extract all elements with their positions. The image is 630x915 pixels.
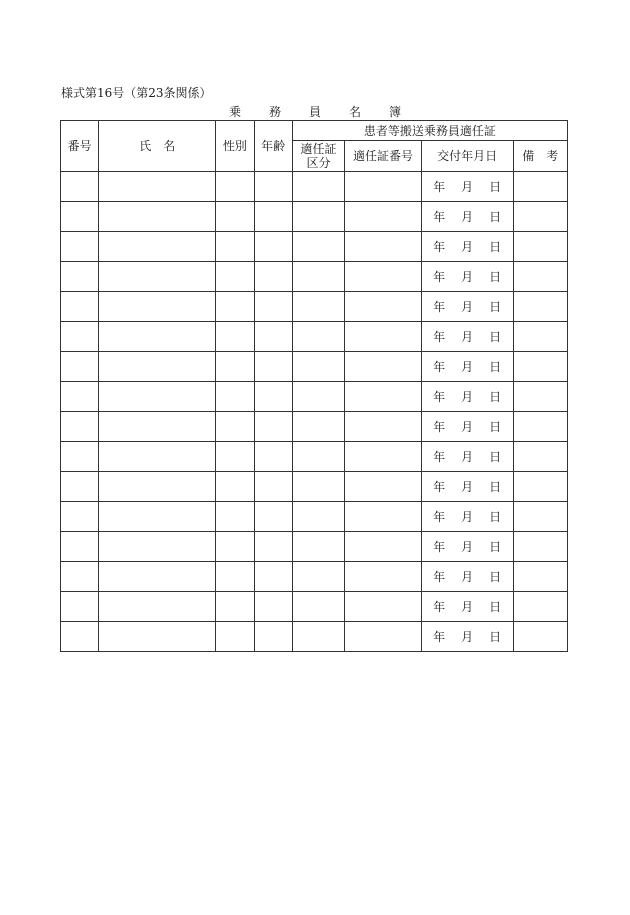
- name-cell[interactable]: [99, 172, 216, 202]
- remarks-cell[interactable]: [513, 472, 567, 502]
- date-year-label: 年: [433, 569, 446, 584]
- date-year-label: 年: [433, 539, 446, 554]
- age-cell[interactable]: [254, 412, 292, 442]
- remarks-cell[interactable]: [513, 382, 567, 412]
- form-number-label: 様式第16号（第23条関係）: [61, 86, 212, 100]
- issue-date-cell[interactable]: [421, 322, 513, 352]
- age-cell[interactable]: [254, 562, 292, 592]
- date-month-label: 月: [461, 569, 474, 584]
- name-cell[interactable]: [99, 262, 216, 292]
- table-row: [61, 442, 568, 472]
- date-day-label: 日: [489, 569, 502, 584]
- number-cell[interactable]: [61, 562, 99, 592]
- date-day-label: 日: [489, 209, 502, 224]
- cert-category-cell[interactable]: [292, 232, 344, 262]
- sex-cell[interactable]: [216, 172, 254, 202]
- name-cell[interactable]: [99, 532, 216, 562]
- crew-roster-table: [60, 120, 568, 652]
- date-day-label: 日: [489, 479, 502, 494]
- issue-date-cell[interactable]: [421, 532, 513, 562]
- cert-category-cell[interactable]: [292, 562, 344, 592]
- cert-category-cell[interactable]: [292, 322, 344, 352]
- name-cell[interactable]: [99, 352, 216, 382]
- remarks-cell[interactable]: [513, 202, 567, 232]
- table-row: [61, 382, 568, 412]
- issue-date-cell[interactable]: [421, 592, 513, 622]
- header-remarks: 備 考: [513, 141, 567, 172]
- cert-category-cell[interactable]: [292, 502, 344, 532]
- cert-category-cell[interactable]: [292, 412, 344, 442]
- cert-category-cell[interactable]: [292, 442, 344, 472]
- table-row: [61, 472, 568, 502]
- age-cell[interactable]: [254, 292, 292, 322]
- cert-number-cell[interactable]: [345, 562, 422, 592]
- name-cell[interactable]: [99, 382, 216, 412]
- date-month-label: 月: [461, 449, 474, 464]
- date-year-label: 年: [433, 239, 446, 254]
- remarks-cell[interactable]: [513, 562, 567, 592]
- number-cell[interactable]: [61, 202, 99, 232]
- date-day-label: 日: [489, 419, 502, 434]
- issue-date-cell[interactable]: [421, 442, 513, 472]
- table-row: [61, 202, 568, 232]
- date-year-label: 年: [433, 299, 446, 314]
- age-cell[interactable]: [254, 352, 292, 382]
- issue-date-cell[interactable]: [421, 622, 513, 652]
- date-month-label: 月: [461, 509, 474, 524]
- age-cell[interactable]: [254, 202, 292, 232]
- date-year-label: 年: [433, 419, 446, 434]
- roster-body: [61, 172, 568, 652]
- sex-cell[interactable]: [216, 502, 254, 532]
- date-day-label: 日: [489, 239, 502, 254]
- cert-category-cell[interactable]: [292, 292, 344, 322]
- date-year-label: 年: [433, 599, 446, 614]
- table-row: [61, 322, 568, 352]
- sex-cell[interactable]: [216, 622, 254, 652]
- issue-date-cell[interactable]: [421, 352, 513, 382]
- date-day-label: 日: [489, 179, 502, 194]
- sex-cell[interactable]: [216, 352, 254, 382]
- remarks-cell[interactable]: [513, 592, 567, 622]
- table-row: [61, 412, 568, 442]
- table-row: [61, 502, 568, 532]
- cert-number-cell[interactable]: [345, 412, 422, 442]
- sex-cell[interactable]: [216, 442, 254, 472]
- remarks-cell[interactable]: [513, 352, 567, 382]
- age-cell[interactable]: [254, 232, 292, 262]
- date-year-label: 年: [433, 389, 446, 404]
- number-cell[interactable]: [61, 472, 99, 502]
- cert-number-cell[interactable]: [345, 592, 422, 622]
- age-cell[interactable]: [254, 622, 292, 652]
- date-day-label: 日: [489, 509, 502, 524]
- table-row: [61, 622, 568, 652]
- date-month-label: 月: [461, 209, 474, 224]
- number-cell[interactable]: [61, 622, 99, 652]
- table-row: [61, 172, 568, 202]
- cert-number-cell[interactable]: [345, 322, 422, 352]
- number-cell[interactable]: [61, 382, 99, 412]
- issue-date-cell[interactable]: [421, 472, 513, 502]
- age-cell[interactable]: [254, 262, 292, 292]
- number-cell[interactable]: [61, 322, 99, 352]
- cert-number-cell[interactable]: [345, 442, 422, 472]
- name-cell[interactable]: [99, 412, 216, 442]
- age-cell[interactable]: [254, 532, 292, 562]
- sex-cell[interactable]: [216, 382, 254, 412]
- issue-date-cell[interactable]: [421, 382, 513, 412]
- date-day-label: 日: [489, 539, 502, 554]
- header-age: 年齢: [254, 121, 292, 172]
- date-year-label: 年: [433, 269, 446, 284]
- date-month-label: 月: [461, 329, 474, 344]
- sex-cell[interactable]: [216, 562, 254, 592]
- cert-category-cell[interactable]: [292, 172, 344, 202]
- date-month-label: 月: [461, 269, 474, 284]
- date-month-label: 月: [461, 239, 474, 254]
- date-month-label: 月: [461, 359, 474, 374]
- cert-number-cell[interactable]: [345, 472, 422, 502]
- date-day-label: 日: [489, 299, 502, 314]
- date-month-label: 月: [461, 629, 474, 644]
- cert-number-cell[interactable]: [345, 262, 422, 292]
- header-number: 番号: [61, 121, 99, 172]
- cert-category-cell[interactable]: [292, 532, 344, 562]
- table-row: [61, 352, 568, 382]
- table-row: [61, 532, 568, 562]
- sex-cell[interactable]: [216, 532, 254, 562]
- date-month-label: 月: [461, 179, 474, 194]
- remarks-cell[interactable]: [513, 622, 567, 652]
- cert-category-cell[interactable]: [292, 592, 344, 622]
- remarks-cell[interactable]: [513, 442, 567, 472]
- remarks-cell[interactable]: [513, 412, 567, 442]
- table-row: [61, 592, 568, 622]
- cert-category-cell[interactable]: [292, 382, 344, 412]
- name-cell[interactable]: [99, 232, 216, 262]
- name-cell[interactable]: [99, 202, 216, 232]
- cert-category-cell[interactable]: [292, 352, 344, 382]
- date-year-label: 年: [433, 329, 446, 344]
- date-year-label: 年: [433, 179, 446, 194]
- header-cert-number: 適任証番号: [345, 141, 422, 172]
- table-row: [61, 292, 568, 322]
- remarks-cell[interactable]: [513, 322, 567, 352]
- number-cell[interactable]: [61, 232, 99, 262]
- date-month-label: 月: [461, 299, 474, 314]
- age-cell[interactable]: [254, 172, 292, 202]
- remarks-cell[interactable]: [513, 262, 567, 292]
- cert-category-cell[interactable]: [292, 262, 344, 292]
- cert-number-cell[interactable]: [345, 532, 422, 562]
- date-day-label: 日: [489, 599, 502, 614]
- remarks-cell[interactable]: [513, 292, 567, 322]
- cert-category-cell[interactable]: [292, 202, 344, 232]
- age-cell[interactable]: [254, 592, 292, 622]
- number-cell[interactable]: [61, 532, 99, 562]
- name-cell[interactable]: [99, 622, 216, 652]
- date-year-label: 年: [433, 509, 446, 524]
- date-day-label: 日: [489, 389, 502, 404]
- issue-date-cell[interactable]: [421, 232, 513, 262]
- sex-cell[interactable]: [216, 292, 254, 322]
- number-cell[interactable]: [61, 292, 99, 322]
- date-day-label: 日: [489, 329, 502, 344]
- date-month-label: 月: [461, 599, 474, 614]
- issue-date-cell[interactable]: [421, 172, 513, 202]
- name-cell[interactable]: [99, 292, 216, 322]
- name-cell[interactable]: [99, 472, 216, 502]
- cert-category-cell[interactable]: [292, 472, 344, 502]
- table-row: [61, 232, 568, 262]
- number-cell[interactable]: [61, 262, 99, 292]
- date-day-label: 日: [489, 449, 502, 464]
- issue-date-cell[interactable]: [421, 562, 513, 592]
- date-year-label: 年: [433, 479, 446, 494]
- number-cell[interactable]: [61, 172, 99, 202]
- cert-number-cell[interactable]: [345, 202, 422, 232]
- table-row: [61, 262, 568, 292]
- remarks-cell[interactable]: [513, 232, 567, 262]
- header-certificate-group: 患者等搬送乗務員適任証: [292, 121, 567, 141]
- issue-date-cell[interactable]: [421, 502, 513, 532]
- number-cell[interactable]: [61, 502, 99, 532]
- name-cell[interactable]: [99, 592, 216, 622]
- document-title: 乗 務 員 名 簿: [228, 105, 409, 119]
- date-month-label: 月: [461, 539, 474, 554]
- age-cell[interactable]: [254, 502, 292, 532]
- header-sex: 性別: [216, 121, 254, 172]
- issue-date-cell[interactable]: [421, 262, 513, 292]
- date-year-label: 年: [433, 629, 446, 644]
- cert-number-cell[interactable]: [345, 382, 422, 412]
- issue-date-cell[interactable]: [421, 412, 513, 442]
- header-cert-category: [292, 141, 344, 172]
- sex-cell[interactable]: [216, 322, 254, 352]
- cert-number-cell[interactable]: [345, 232, 422, 262]
- remarks-cell[interactable]: [513, 172, 567, 202]
- name-cell[interactable]: [99, 562, 216, 592]
- date-day-label: 日: [489, 629, 502, 644]
- header-issue-date: 交付年月日: [421, 141, 513, 172]
- date-year-label: 年: [433, 359, 446, 374]
- number-cell[interactable]: [61, 412, 99, 442]
- sex-cell[interactable]: [216, 202, 254, 232]
- cert-number-cell[interactable]: [345, 622, 422, 652]
- cert-number-cell[interactable]: [345, 292, 422, 322]
- issue-date-cell[interactable]: [421, 292, 513, 322]
- cert-category-cell[interactable]: [292, 622, 344, 652]
- sex-cell[interactable]: [216, 412, 254, 442]
- age-cell[interactable]: [254, 472, 292, 502]
- date-year-label: 年: [433, 209, 446, 224]
- sex-cell[interactable]: [216, 262, 254, 292]
- remarks-cell[interactable]: [513, 502, 567, 532]
- date-day-label: 日: [489, 269, 502, 284]
- sex-cell[interactable]: [216, 592, 254, 622]
- date-month-label: 月: [461, 389, 474, 404]
- number-cell[interactable]: [61, 442, 99, 472]
- name-cell[interactable]: [99, 322, 216, 352]
- sex-cell[interactable]: [216, 472, 254, 502]
- name-cell[interactable]: [99, 442, 216, 472]
- number-cell[interactable]: [61, 352, 99, 382]
- cert-number-cell[interactable]: [345, 352, 422, 382]
- cert-number-cell[interactable]: [345, 502, 422, 532]
- age-cell[interactable]: [254, 322, 292, 352]
- date-month-label: 月: [461, 479, 474, 494]
- cert-number-cell[interactable]: [345, 172, 422, 202]
- header-cert-category-line1: 適任証: [300, 142, 337, 156]
- header-name: 氏 名: [99, 121, 216, 172]
- date-year-label: 年: [433, 449, 446, 464]
- date-day-label: 日: [489, 359, 502, 374]
- name-cell[interactable]: [99, 502, 216, 532]
- age-cell[interactable]: [254, 382, 292, 412]
- age-cell[interactable]: [254, 442, 292, 472]
- sex-cell[interactable]: [216, 232, 254, 262]
- issue-date-cell[interactable]: [421, 202, 513, 232]
- table-row: [61, 562, 568, 592]
- number-cell[interactable]: [61, 592, 99, 622]
- remarks-cell[interactable]: [513, 532, 567, 562]
- date-month-label: 月: [461, 419, 474, 434]
- header-cert-category-line2: 区分: [306, 156, 331, 170]
